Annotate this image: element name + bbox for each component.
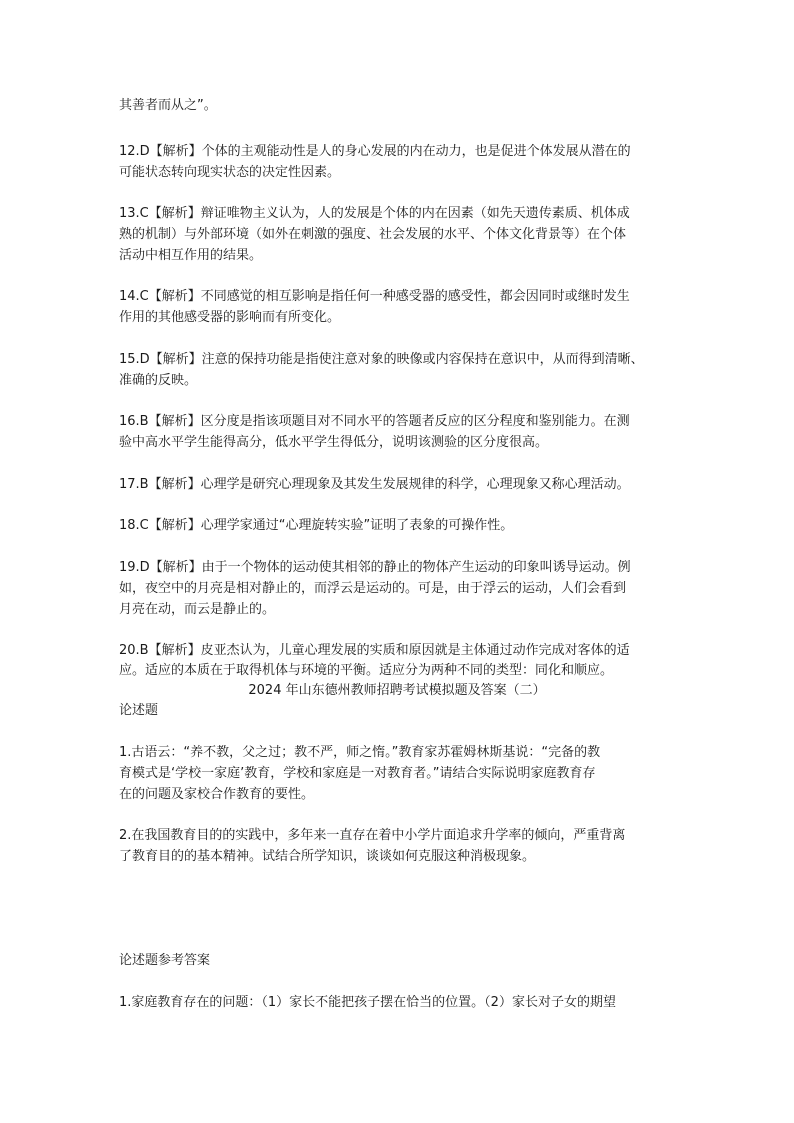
answer-14-line-2: 作用的其他感受器的影响而有所变化。: [119, 310, 341, 325]
section-title: 2024 年山东德州教师招聘考试模拟题及答案（二）: [248, 683, 546, 698]
text-line: 其善者而从之”。: [119, 98, 217, 113]
answer-20-line-2: 应。适应的本质在于取得机体与环境的平衡。适应分为两种不同的类型：同化和顺应。: [119, 663, 614, 678]
answer-16-line-2: 验中高水平学生能得高分，低水平学生得低分，说明该测验的区分度很高。: [119, 435, 549, 450]
section-heading: 论述题: [119, 703, 159, 718]
answer-12-line-1: 12.D【解析】个体的主观能动性是人的身心发展的内在动力，也是促进个体发展从潜在的: [119, 144, 631, 159]
question-2-line-2: 了教育目的的基本精神。试结合所学知识，谈谈如何克服这种消极现象。: [119, 849, 536, 864]
answer-15-line-1: 15.D【解析】注意的保持功能是指使注意对象的映像或内容保持在意识中，从而得到清晰、: [119, 352, 644, 367]
answer-19-line-2: 如，夜空中的月亮是相对静止的，而浮云是运动的。可是，由于浮云的运动，人们会看到: [119, 581, 627, 596]
answer-19-line-1: 19.D【解析】由于一个物体的运动使其相邻的静止的物体产生运动的印象叫诱导运动。例: [119, 560, 631, 575]
question-1-line-2: 育模式是‘学校一家庭’教育，学校和家庭是一对教育者。”请结合实际说明家庭教育存: [119, 766, 596, 781]
answer-19-line-3: 月亮在动，而云是静止的。: [119, 602, 276, 617]
answer-17-line-1: 17.B【解析】心理学是研究心理现象及其发生发展规律的科学，心理现象又称心理活动。: [119, 477, 630, 492]
answer-18-line-1: 18.C【解析】心理学家通过“心理旋转实验”证明了表象的可操作性。: [119, 518, 514, 533]
answer-20-line-1: 20.B【解析】皮亚杰认为，儿童心理发展的实质和原因就是主体通过动作完成对客体的适: [119, 643, 630, 658]
answers-heading: 论述题参考答案: [119, 953, 211, 968]
question-1-line-3: 在的问题及家校合作教育的要性。: [119, 787, 315, 802]
answer-1-line-1: 1.家庭教育存在的问题：（1）家长不能把孩子摆在恰当的位置。（2）家长对子女的期望: [119, 995, 616, 1010]
answer-16-line-1: 16.B【解析】区分度是指该项题目对不同水平的答题者反应的区分程度和鉴别能力。在测: [119, 414, 630, 429]
question-1-line-1: 1.古语云：“养不教，父之过；教不严，师之惰。”教育家苏霍姆林斯基说：“完备的教: [119, 745, 601, 760]
answer-13-line-3: 活动中相互作用的结果。: [119, 248, 263, 263]
answer-14-line-1: 14.C【解析】不同感觉的相互影响是指任何一种感受器的感受性，都会因同时或继时发生: [119, 289, 630, 304]
answer-12-line-2: 可能状态转向现实状态的决定性因素。: [119, 165, 341, 180]
answer-13-line-2: 熟的机制）与外部环境（如外在刺激的强度、社会发展的水平、个体文化背景等）在个体: [119, 227, 627, 242]
answer-13-line-1: 13.C【解析】辩证唯物主义认为，人的发展是个体的内在因素（如先天遗传素质、机体成: [119, 206, 630, 221]
answer-15-line-2: 准确的反映。: [119, 373, 198, 388]
question-2-line-1: 2.在我国教育目的的实践中，多年来一直存在着中小学片面追求升学率的倾向，严重背离: [119, 828, 626, 843]
